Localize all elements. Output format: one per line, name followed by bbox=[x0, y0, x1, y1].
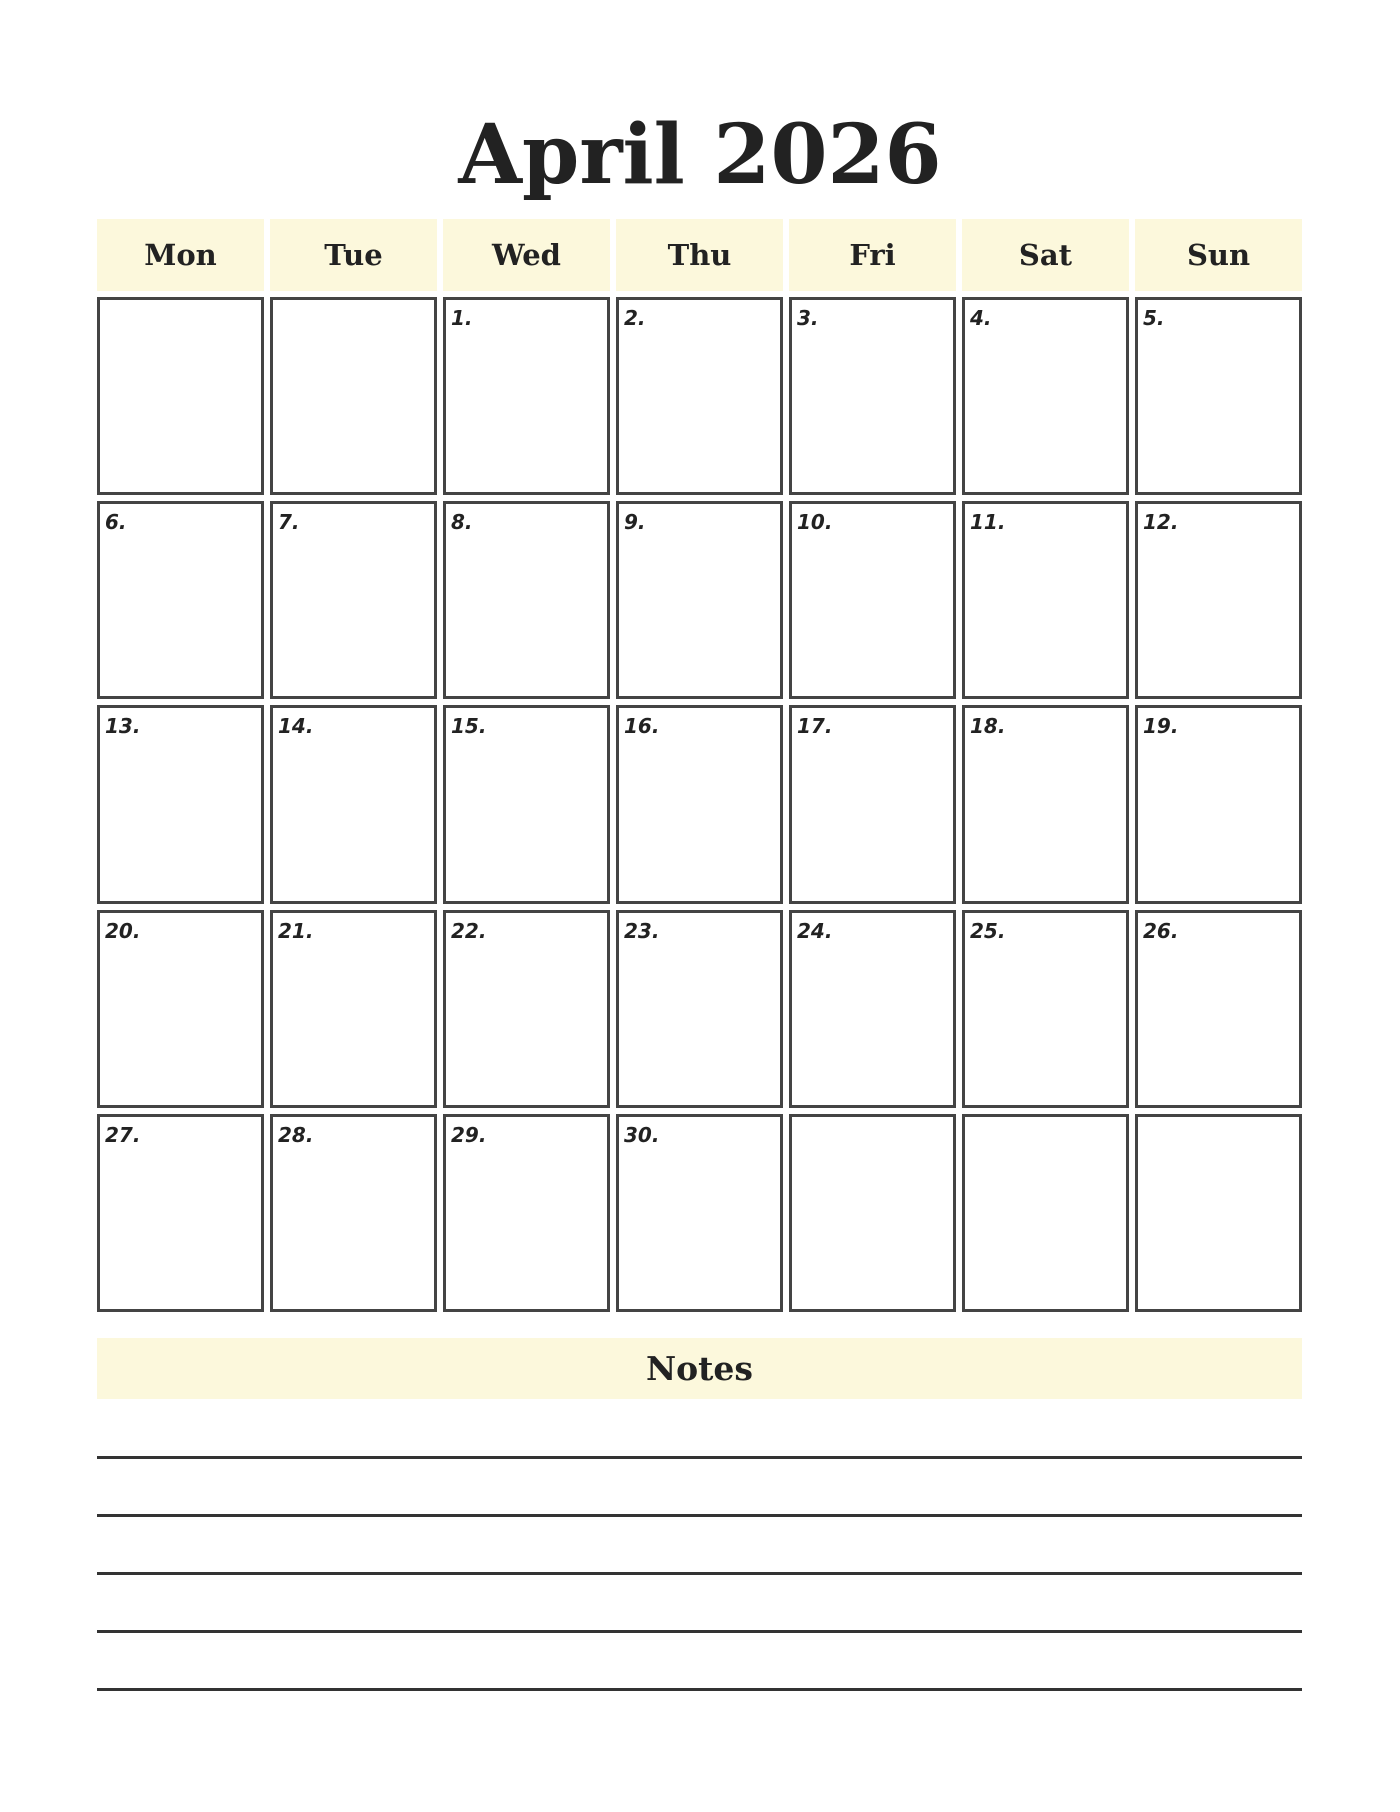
day-cell[interactable] bbox=[616, 705, 783, 903]
weekday-header-row bbox=[97, 219, 1302, 291]
day-number: 27. bbox=[105, 1122, 141, 1147]
day-number: 14. bbox=[278, 714, 314, 739]
day-number: 18. bbox=[970, 714, 1006, 739]
day-cell[interactable] bbox=[270, 705, 437, 903]
note-line[interactable] bbox=[97, 1514, 1302, 1517]
day-number: 3. bbox=[797, 306, 819, 330]
day-number: 16. bbox=[624, 714, 660, 739]
day-cell[interactable] bbox=[270, 501, 437, 699]
day-number: 24. bbox=[797, 918, 833, 943]
day-cell[interactable] bbox=[962, 705, 1129, 903]
weekday-header-mon: Mon bbox=[97, 219, 264, 291]
day-number: 17. bbox=[797, 714, 833, 739]
day-cell[interactable] bbox=[789, 501, 956, 699]
day-cell[interactable] bbox=[616, 910, 783, 1108]
day-cell[interactable] bbox=[1135, 1114, 1302, 1312]
day-cell[interactable] bbox=[789, 705, 956, 903]
day-cell[interactable] bbox=[962, 297, 1129, 495]
day-cell[interactable] bbox=[443, 705, 610, 903]
day-number: 28. bbox=[278, 1122, 314, 1147]
day-number: 13. bbox=[105, 714, 141, 739]
weekday-header-thu: Thu bbox=[616, 219, 783, 291]
day-cell[interactable] bbox=[962, 501, 1129, 699]
day-cell[interactable] bbox=[443, 1114, 610, 1312]
weekday-header-sun: Sun bbox=[1135, 219, 1302, 291]
day-cell[interactable] bbox=[789, 297, 956, 495]
day-cell[interactable] bbox=[443, 910, 610, 1108]
day-cell[interactable] bbox=[616, 1114, 783, 1312]
day-cell[interactable] bbox=[443, 501, 610, 699]
day-cell[interactable] bbox=[1135, 297, 1302, 495]
note-line[interactable] bbox=[97, 1630, 1302, 1633]
day-cell[interactable] bbox=[616, 297, 783, 495]
day-number: 1. bbox=[451, 306, 473, 330]
page-title: April 2026 bbox=[458, 107, 942, 203]
day-number: 12. bbox=[1143, 510, 1179, 535]
note-line[interactable] bbox=[97, 1456, 1302, 1459]
day-number: 11. bbox=[970, 510, 1006, 535]
day-number: 23. bbox=[624, 918, 660, 943]
day-number: 4. bbox=[970, 306, 992, 330]
weekday-header-wed: Wed bbox=[443, 219, 610, 291]
day-number: 29. bbox=[451, 1122, 487, 1147]
day-cell[interactable] bbox=[443, 297, 610, 495]
day-cell[interactable] bbox=[97, 501, 264, 699]
day-cell[interactable] bbox=[789, 910, 956, 1108]
weekday-header-sat: Sat bbox=[962, 219, 1129, 291]
day-number: 6. bbox=[105, 510, 127, 535]
day-cell[interactable] bbox=[270, 1114, 437, 1312]
day-number: 30. bbox=[624, 1122, 660, 1147]
day-cell[interactable] bbox=[270, 910, 437, 1108]
day-cell[interactable] bbox=[1135, 910, 1302, 1108]
day-number: 2. bbox=[624, 306, 646, 330]
note-line[interactable] bbox=[97, 1688, 1302, 1691]
day-number: 7. bbox=[278, 510, 300, 535]
day-number: 5. bbox=[1143, 306, 1165, 330]
day-number: 20. bbox=[105, 918, 141, 943]
day-cell[interactable] bbox=[789, 1114, 956, 1312]
day-cell[interactable] bbox=[97, 705, 264, 903]
day-number: 26. bbox=[1143, 918, 1179, 943]
notes-header: Notes bbox=[97, 1338, 1302, 1399]
day-cell[interactable] bbox=[962, 910, 1129, 1108]
day-number: 21. bbox=[278, 918, 314, 943]
day-cell[interactable] bbox=[97, 910, 264, 1108]
day-cell[interactable] bbox=[962, 1114, 1129, 1312]
day-number: 25. bbox=[970, 918, 1006, 943]
day-number: 10. bbox=[797, 510, 833, 535]
day-cell[interactable] bbox=[616, 501, 783, 699]
note-line[interactable] bbox=[97, 1572, 1302, 1575]
day-number: 15. bbox=[451, 714, 487, 739]
day-cell[interactable] bbox=[270, 297, 437, 495]
weekday-header-tue: Tue bbox=[270, 219, 437, 291]
day-cell[interactable] bbox=[1135, 501, 1302, 699]
weekday-header-fri: Fri bbox=[789, 219, 956, 291]
day-cell[interactable] bbox=[97, 297, 264, 495]
day-number: 9. bbox=[624, 510, 646, 535]
day-cell[interactable] bbox=[97, 1114, 264, 1312]
day-number: 22. bbox=[451, 918, 487, 943]
day-cell[interactable] bbox=[1135, 705, 1302, 903]
calendar-grid bbox=[97, 297, 1302, 1312]
day-number: 19. bbox=[1143, 714, 1179, 739]
day-number: 8. bbox=[451, 510, 473, 535]
